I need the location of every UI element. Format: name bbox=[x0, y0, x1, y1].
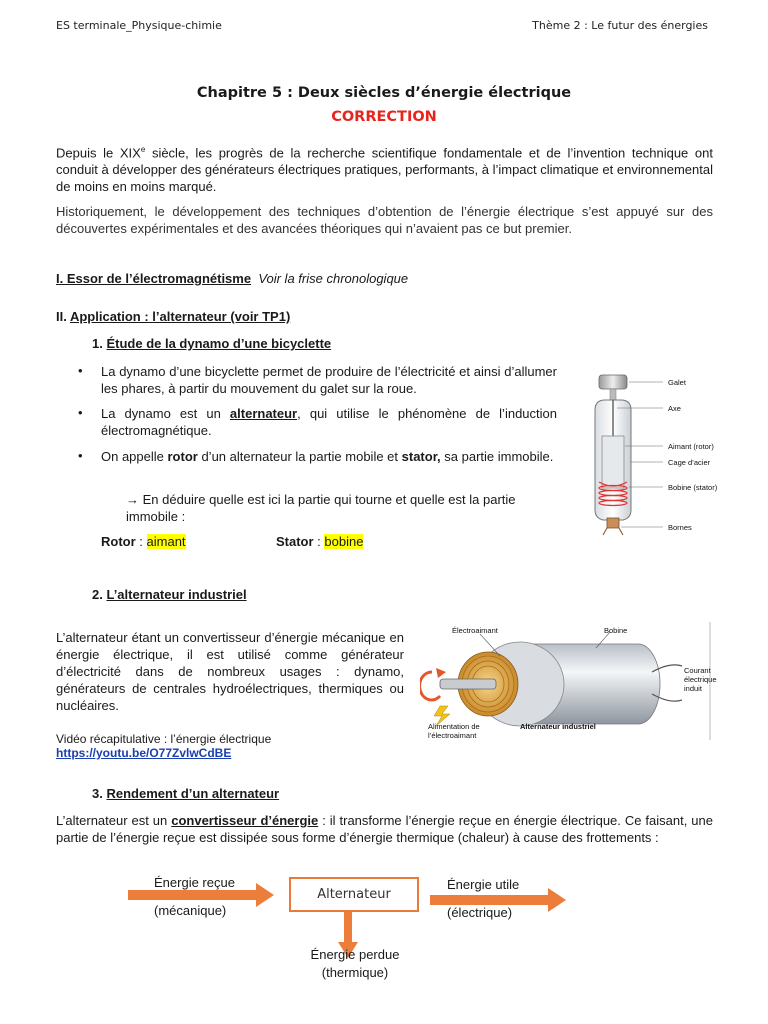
label-caption: Alternateur industriel bbox=[520, 722, 596, 731]
label-aimant: Aimant (rotor) bbox=[668, 442, 714, 451]
dynamo-diagram bbox=[585, 370, 665, 542]
sub-2-heading: 2. L’alternateur industriel bbox=[92, 587, 247, 602]
bullet-dot: • bbox=[78, 405, 83, 420]
label-electroaimant: Électroaimant bbox=[452, 626, 498, 635]
energy-lost-type: (thermique) bbox=[321, 965, 389, 980]
label-bornes: Bornes bbox=[668, 523, 692, 532]
label-cage: Cage d’acier bbox=[668, 458, 711, 467]
label-galet: Galet bbox=[668, 378, 686, 387]
rotor-answer: Rotor : aimant bbox=[101, 534, 186, 549]
industrial-text: L’alternateur étant un convertisseur d’énergie mécanique en énergie électrique, il est utilisé comme générateur d’électricité dans de nombreux usages : dynamo, générateurs de centrales hydroélectriques, thermiques ou nucléaires. bbox=[56, 630, 404, 713]
section-2-heading: II. Application : l’alternateur (voir TP1) bbox=[56, 309, 291, 324]
energy-in-label: Énergie reçue bbox=[154, 875, 235, 890]
sub-3-heading: 3. Rendement d’un alternateur bbox=[92, 786, 280, 801]
label-bobine: Bobine (stator) bbox=[668, 483, 718, 492]
bullet-dot: • bbox=[78, 363, 83, 378]
label-courant: Courant électrique induit bbox=[684, 666, 717, 693]
video-label: Vidéo récapitulative : l’énergie électrique bbox=[56, 732, 272, 746]
energy-in-type: (mécanique) bbox=[154, 903, 227, 918]
header-left: ES terminale_Physique-chimie bbox=[56, 19, 222, 32]
intro-paragraph-2: Historiquement, le développement des techniques d’obtention de l’énergie électrique s’est appuyé sur des découvertes expérimentales et des avancées théoriques qui n’avaient pas ce but premier. bbox=[56, 204, 713, 236]
bullet-1: La dynamo d’une bicyclette permet de produire de l’électricité et ainsi d’allumer les phares, à partir du mouvement du galet sur la roue. bbox=[101, 364, 557, 396]
energy-lost-label: Énergie perdue bbox=[310, 947, 400, 962]
sub-1-heading: 1. Étude de la dynamo d’une bicyclette bbox=[92, 336, 332, 351]
bullet-dot: • bbox=[78, 448, 83, 463]
alternateur-box: Alternateur bbox=[289, 877, 419, 912]
energy-out-type: (électrique) bbox=[447, 905, 513, 920]
energy-out-label: Énergie utile bbox=[447, 877, 520, 892]
bullet-3: On appelle rotor d’un alternateur la partie mobile et stator, sa partie immobile. bbox=[101, 449, 554, 464]
page-title: Chapitre 5 : Deux siècles d’énergie électrique bbox=[196, 85, 572, 101]
video-link[interactable]: https://youtu.be/O77ZvlwCdBE bbox=[56, 746, 232, 760]
correction-label: CORRECTION bbox=[331, 109, 437, 125]
stator-answer: Stator : bobine bbox=[276, 534, 364, 549]
label-alt-bobine: Bobine bbox=[604, 626, 628, 635]
intro-paragraph-1: Depuis le XIXe siècle, les progrès de la recherche scientifique fondamentale et de l’invention technique ont conduit à développer des générateurs électriques pratiques, performants, à l’impact climatique et environnemental de moins en moins marqué. bbox=[56, 145, 714, 195]
bullet-2: La dynamo est un alternateur, qui utilise le phénomène de l’induction électromagnétique. bbox=[101, 406, 557, 438]
rendement-text: L’alternateur est un convertisseur d’énergie : il transforme l’énergie reçue en énergie électrique. Ce faisant, une partie de l’énergie reçue est dissipée sous forme d’énergie thermique (chaleur) à cause des frottements : bbox=[56, 813, 713, 845]
label-axe: Axe bbox=[668, 404, 681, 413]
label-alimentation: Alimentation de l’électroaimant bbox=[428, 722, 480, 740]
section-1-heading: I. Essor de l’électromagnétisme Voir la frise chronologique bbox=[56, 271, 409, 286]
header-right: Thème 2 : Le futur des énergies bbox=[532, 19, 708, 32]
question-text: → En déduire quelle est ici la partie qui tourne et quelle est la partie immobile : bbox=[126, 492, 516, 524]
